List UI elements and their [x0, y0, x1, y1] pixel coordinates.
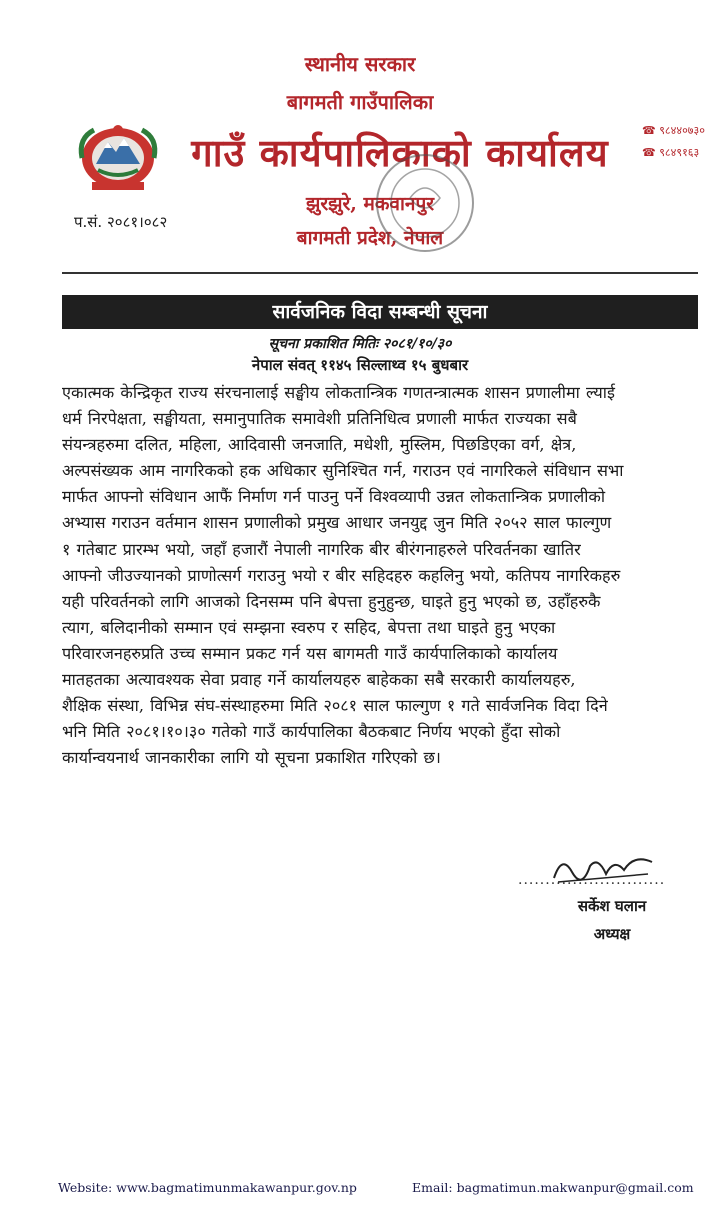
- header-line-municipality: बागमती गाउँपालिका: [286, 90, 434, 114]
- phone-numbers: [642, 120, 705, 164]
- body-line: संयन्त्रहरुमा दलित, महिला, आदिवासी जनजाति, मधेशी, मुस्लिम, पिछडिएका वर्ग, क्षेत्र,: [62, 435, 577, 455]
- signatory-title: अध्यक्ष: [593, 925, 631, 943]
- body-line: मातहतका अत्यावश्यक सेवा प्रवाह गर्ने कार्यालयहरु बाहेकका सबै सरकारी कार्यालयहरु,: [62, 670, 576, 690]
- body-line: एकात्मक केन्द्रिकृत राज्य संरचनालाई सङ्घीय लोकतान्त्रिक गणतन्त्रात्मक शासन प्रणालीमा ल्याई: [62, 383, 615, 402]
- footer-email: Email: bagmatimun.makwanpur@gmail.com: [412, 1180, 694, 1195]
- header-line-local-government: स्थानीय सरकार: [304, 52, 416, 76]
- footer-website: Website: www.bagmatimunmakawanpur.gov.np: [58, 1180, 357, 1195]
- nepal-sambat-date: नेपाल संवत् ११४५ सिल्लाथ्व १५ बुधबार: [251, 356, 469, 374]
- body-line: त्याग, बलिदानीको सम्मान एवं सम्झना स्वरुप र सहिद, बेपत्ता तथा घाइते हुनु भएका: [62, 617, 556, 637]
- phone-number: ☎ ९८४९१६३: [642, 146, 700, 159]
- office-stamp-icon: [370, 148, 480, 258]
- body-line: शैक्षिक संस्था, विभिन्न संघ-संस्थाहरुमा मिति २०८१ साल फाल्गुण १ गते सार्वजनिक विदा दिने: [62, 696, 608, 716]
- body-line: आफ्नो जीउज्यानको प्राणोत्सर्ग गराउनु भयो र बीर सहिदहरु कहलिनु भयो, कतिपय नागरिकहरु: [62, 565, 621, 585]
- body-line: यही परिवर्तनको लागि आजको दिनसम्म पनि बेपत्ता हुनुहुन्छ, घाइते हुनु भएको छ, उहाँहरुकै: [62, 591, 601, 611]
- body-line: अभ्यास गराउन वर्तमान शासन प्रणालीको प्रमुख आधार जनयुद्द जुन मिति २०५२ साल फाल्गुण: [62, 513, 612, 533]
- notice-body: [62, 380, 698, 771]
- body-line: अल्पसंख्यक आम नागरिकको हक अधिकार सुनिश्चित गर्न, गराउन एवं नागरिकले संविधान सभा: [62, 461, 624, 481]
- signature-line: ...........................: [518, 872, 666, 888]
- reference-number: प.सं. २०८१।०८२: [74, 213, 168, 231]
- signatory-name: सर्केश घलान: [577, 897, 647, 915]
- published-date: सूचना प्रकाशित मितिः २०८१/१०/३०: [268, 336, 452, 352]
- body-line: कार्यान्वयनार्थ जानकारीका लागि यो सूचना प्रकाशित गरिएको छ।: [62, 748, 441, 768]
- body-line: भनि मिति २०८१।१०।३० गतेको गाउँ कार्यपालिका बैठकबाट निर्णय भएको हुँदा सोको: [62, 722, 561, 742]
- header-divider: [62, 272, 698, 274]
- body-line: धर्म निरपेक्षता, सङ्घीयता, समानुपातिक समावेशी प्रतिनिधित्व प्रणाली मार्फत राज्यका सबै: [62, 409, 577, 429]
- header-address: झुरझुरे, मकवानपुर: [305, 193, 435, 215]
- body-line: मार्फत आफ्नो संविधान आफैं निर्माण गर्न पाउनु पर्ने विश्वव्यापी उन्नत लोकतान्त्रिक प्रणालीको: [62, 487, 606, 507]
- letterhead: [0, 0, 720, 280]
- header-province: बागमती प्रदेश, नेपाल: [296, 227, 444, 249]
- body-line: परिवारजनहरुप्रति उच्च सम्मान प्रकट गर्न यस बागमती गाउँ कार्यपालिकाको कार्यालय: [62, 643, 558, 663]
- phone-number: ☎ ९८४४०७३०: [642, 124, 705, 137]
- notice-heading: सार्वजनिक विदा सम्बन्धी सूचना: [62, 295, 698, 329]
- body-line: १ गतेबाट प्रारम्भ भयो, जहाँ हजारौं नेपाली नागरिक बीर बीरंगनाहरुले परिवर्तनका खातिर: [62, 539, 581, 559]
- header-office-title: गाउँ कार्यपालिकाको कार्यालय: [191, 130, 609, 175]
